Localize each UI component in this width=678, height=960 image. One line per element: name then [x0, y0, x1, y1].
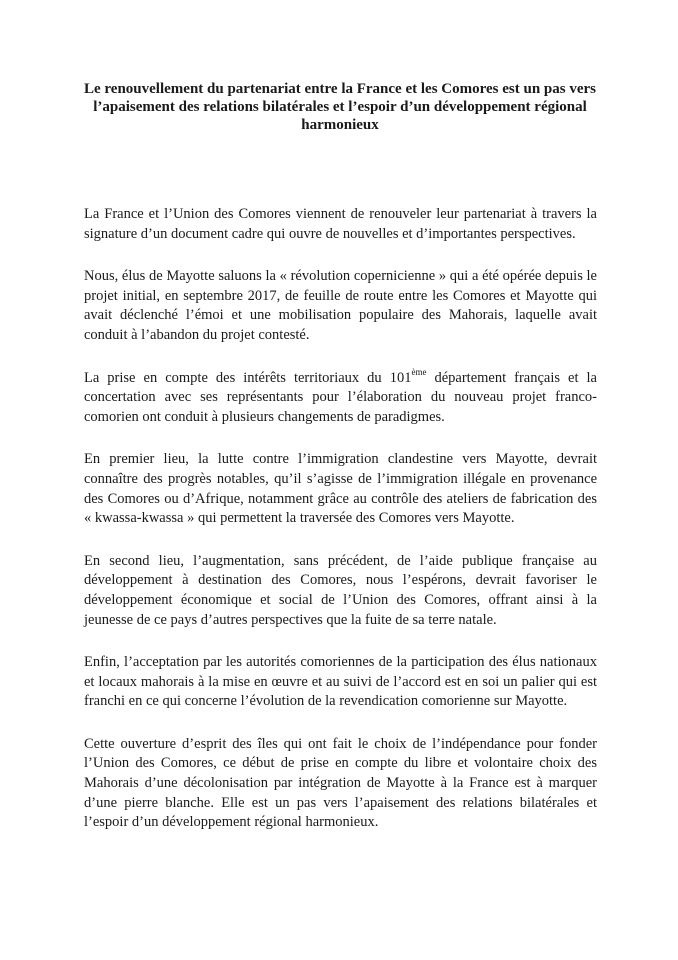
paragraph-1: La France et l’Union des Comores viennent de renouveler leur partenariat à travers la signature d’un document cadre qui ouvre de nouvelles et d’importantes perspectives. — [84, 206, 597, 242]
paragraph-5: En second lieu, l’augmentation, sans précédent, de l’aide publique française au développement à destination des Comores, nous l’espérons, devrait favoriser le développement économique et social de l’Union des Comores, offrant ainsi à la jeunesse de ce pays d’autres perspectives que la fuite de sa terre natale. — [84, 552, 597, 628]
paragraph-3 — [84, 366, 597, 428]
ordinal-superscript: ème — [411, 366, 427, 377]
paragraph-2: Nous, élus de Mayotte saluons la « révolution copernicienne » qui a été opérée depuis le projet initial, en septembre 2017, de feuille de route entre les Comores et Mayotte qui avait déclenché l’émoi et une mobilisation populaire des Mahorais, laquelle avait conduit à l’abandon du projet contesté. — [84, 268, 597, 343]
paragraph-6: Enfin, l’acceptation par les autorités comoriennes de la participation des élus nationaux et locaux mahorais à la mise en œuvre et au suivi de l’accord est en soi un palier qui est franchi en ce qui concerne l’évolution de la revendication comorienne sur Mayotte. — [84, 654, 597, 710]
document-body — [84, 205, 597, 856]
paragraph-3-text-before: La prise en compte des intérêts territoriaux du 101 — [84, 369, 412, 386]
paragraph-4: En premier lieu, la lutte contre l’immigration clandestine vers Mayotte, devrait connaître des progrès notables, qu’il s’agisse de l’immigration illégale en provenance des Comores ou d’Afrique, notamment grâce au contrôle des ateliers de fabrication des « kwassa-kwassa » qui permettent la traversée des Comores vers Mayotte. — [84, 451, 597, 527]
paragraph-7: Cette ouverture d’esprit des îles qui ont fait le choix de l’indépendance pour fonder l’Union des Comores, ce début de prise en compte du libre et volontaire choix des Mahorais d’une décolonisation par intégration de Mayotte à la France est à marquer d’une pierre blanche. Elle est un pas vers l’apaisement des relations bilatérales et l’espoir d’un développement régional harmonieux. — [84, 735, 597, 831]
document-title: Le renouvellement du partenariat entre la France et les Comores est un pas vers l’apaisement des relations bilatérales et l’espoir d’un développement régional harmonieux — [84, 81, 596, 133]
paragraph-3-text-after: département français et la concertation avec ses représentants pour l’élaboration du nouveau projet franco-comorien ont conduit à plusieurs changements de paradigmes. — [84, 369, 597, 425]
